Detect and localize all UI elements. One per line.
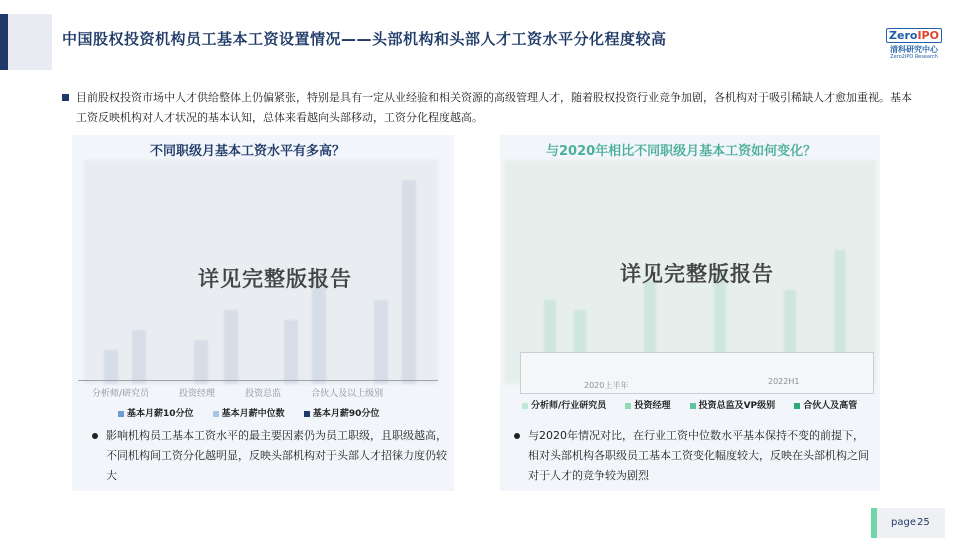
legend-item: 分析师/行业研究员 <box>522 401 606 411</box>
x-label: 投资经理 <box>179 389 216 399</box>
left-note <box>92 426 448 486</box>
brand-logo <box>886 24 942 60</box>
left-report-overlay: 详见完整版报告 <box>198 267 352 291</box>
legend-swatch <box>118 411 124 417</box>
legend-item: 投资经理 <box>625 401 670 411</box>
intro-text: 目前股权投资市场中人才供给整体上仍偏紧张，特别是具有一定从业经验和相关资源的高级管理人才，随着股权投资行业竞争加剧，各机构对于吸引稀缺人才愈加重视。基本工资反映机构对人才状况的基本认知，总体来看越向头部移动，工资分化程度越高。 <box>76 91 912 124</box>
blurred-bar <box>312 280 326 384</box>
right-legend <box>522 398 873 411</box>
page-indicator <box>871 508 945 538</box>
x-label: 分析师/研究员 <box>92 389 150 399</box>
blurred-bar <box>544 300 556 360</box>
legend-swatch <box>690 403 696 409</box>
blurred-bar <box>132 330 146 384</box>
left-chart-title: 不同职级月基本工资水平有多高？ <box>150 144 346 159</box>
logo-wordmark: ZeroIPO <box>886 28 942 43</box>
logo-cn-name: 清科研究中心 <box>890 45 938 54</box>
logo-en-name: Zero2IPO Research <box>890 54 938 60</box>
legend-item: 基本月薪90分位 <box>304 409 380 419</box>
legend-item: 合伙人及高管 <box>794 401 857 411</box>
title-accent-bar <box>0 14 8 70</box>
blurred-bar <box>284 320 298 384</box>
blurred-bar <box>224 310 238 384</box>
round-bullet-icon <box>514 433 520 439</box>
legend-swatch <box>304 411 310 417</box>
x-label: 合伙人及以上级别 <box>311 389 384 399</box>
left-x-axis-labels <box>92 386 413 399</box>
legend-swatch <box>522 403 528 409</box>
left-legend <box>118 406 395 419</box>
right-note-text: 与2020年情况对比，在行业工资中位数水平基本保持不变的前提下，相对头部机构各职级员工基本工资变化幅度较大，反映在头部机构之间对于人才的竞争较为剧烈 <box>528 429 869 482</box>
round-bullet-icon <box>92 433 98 439</box>
period-label: 2020上半年 <box>584 381 629 390</box>
page-number: 25 <box>917 517 930 528</box>
right-note <box>514 426 872 486</box>
left-x-axis <box>78 380 438 381</box>
right-report-overlay: 详见完整版报告 <box>620 262 774 286</box>
period-axis-box <box>520 352 874 394</box>
legend-swatch <box>794 403 800 409</box>
legend-swatch <box>625 403 631 409</box>
square-bullet-icon <box>62 94 69 101</box>
blurred-bar <box>784 290 796 360</box>
blurred-bar <box>834 250 846 360</box>
blurred-bar <box>644 280 656 360</box>
legend-item: 基本月薪中位数 <box>213 409 285 419</box>
blurred-bar <box>402 180 416 384</box>
legend-item: 投资总监及VP级别 <box>690 401 776 411</box>
x-label: 投资总监 <box>245 389 282 399</box>
intro-paragraph <box>62 88 914 128</box>
page-title: 中国股权投资机构员工基本工资设置情况——头部机构和头部人才工资水平分化程度较高 <box>62 30 667 48</box>
left-note-text: 影响机构员工基本工资水平的最主要因素仍为员工职级，且职级越高，不同机构间工资分化越明显，反映头部机构对于头部人才招徕力度仍较大 <box>106 429 447 482</box>
right-chart-title: 与2020年相比不同职级月基本工资如何变化？ <box>546 144 817 159</box>
title-accent-block <box>8 14 52 70</box>
page-label: page <box>891 517 916 528</box>
blurred-bar <box>104 350 118 384</box>
period-label: 2022H1 <box>768 377 800 386</box>
page-accent-stripe <box>871 508 877 538</box>
blurred-bar <box>374 300 388 384</box>
legend-swatch <box>213 411 219 417</box>
legend-item: 基本月薪10分位 <box>118 409 194 419</box>
blurred-bar <box>194 340 208 384</box>
